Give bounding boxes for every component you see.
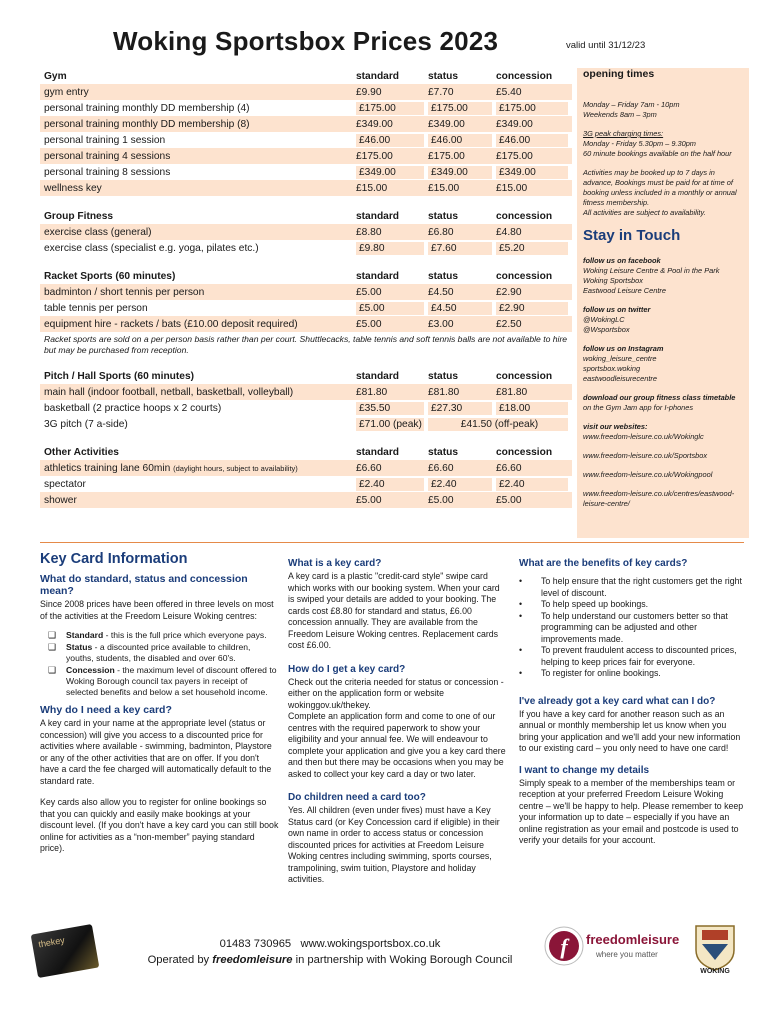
price-concession: £2.50 [496, 318, 522, 330]
col-standard: standard [356, 210, 400, 222]
question-heading: I want to change my details [519, 764, 650, 776]
section-heading: Group Fitness [44, 210, 114, 222]
table-row [40, 476, 572, 492]
price-standard: £8.80 [356, 226, 382, 238]
row-label: personal training monthly DD membership (4) [44, 102, 250, 114]
price-concession: £2.90 [496, 286, 522, 298]
paragraph: Yes. All children (even under fives) must have a Key Status card (or Key Concession card if eligible) in their own name in order to access status or concession discounted prices for activities at Freedom Leisure Woking centres including swimming, sports courses, trampolining, swim tuition, Playstore and holiday activities. [288, 805, 500, 884]
svg-text:f: f [560, 934, 568, 959]
checkbox-icon: ❑ [48, 630, 57, 640]
woking-council-crest: WOKING [690, 920, 740, 978]
row-label: personal training monthly DD membership (8) [44, 118, 250, 130]
price-standard: £6.60 [356, 462, 382, 474]
benefits-list [519, 576, 744, 680]
question-heading: Why do I need a key card? [40, 704, 172, 716]
valid-until: valid until 31/12/23 [566, 40, 646, 51]
price-concession: £2.40 [492, 478, 568, 491]
col-concession: concession [496, 370, 553, 382]
price-status: £349.00 [424, 166, 492, 179]
price-concession: £15.00 [496, 182, 528, 194]
pitch-header [40, 368, 572, 384]
price-offpeak: £41.50 (off-peak) [428, 418, 568, 431]
list-item: • To register for online bookings. [519, 668, 661, 678]
app-block: download our group fitness class timetable on the Gym Jam app for I-phones [583, 393, 736, 412]
checkbox-icon: ❑ [48, 642, 57, 652]
paragraph: Check out the criteria needed for status or concession - either on the application form or website wokinggov.uk/thekey. [288, 676, 504, 710]
price-peak: £71.00 (peak) [356, 418, 424, 431]
price-concession: £349.00 [496, 118, 533, 130]
freedom-f-icon [544, 926, 584, 966]
paragraph: Since 2008 prices have been offered in three levels on most of the activities at the Freedom Leisure Woking centres: [40, 599, 274, 621]
price-standard: £15.00 [356, 182, 388, 194]
price-status: £27.30 [424, 402, 492, 415]
question-heading: What do standard, status and concession mean? [40, 573, 248, 597]
table-row [40, 400, 572, 416]
list-item: • To help ensure that the right customers get the right level of discount. [519, 576, 742, 598]
price-status: £175.00 [424, 102, 492, 115]
price-status: £2.40 [424, 478, 492, 491]
price-status: £6.60 [428, 462, 454, 474]
price-standard: £9.80 [352, 242, 424, 255]
row-label: exercise class (general) [44, 226, 152, 238]
table-row [40, 180, 572, 196]
col-standard: standard [356, 446, 400, 458]
table-row [40, 492, 572, 508]
gym-header [40, 68, 572, 84]
price-concession: £5.20 [492, 242, 568, 255]
key-card-column-3 [519, 558, 744, 847]
price-status: £46.00 [424, 134, 492, 147]
price-standard: £175.00 [352, 102, 424, 115]
price-standard: £2.40 [352, 478, 424, 491]
twitter-block: follow us on twitter @WokingLC @Wsportsbox [583, 305, 651, 334]
price-status: £7.70 [428, 86, 454, 98]
price-status: £4.50 [424, 302, 492, 315]
racket-note: Racket sports are sold on a per person basis rather than per court. Shuttlecacks, table tennis and soft tennis balls are not available to hire but may be purchased from reception. [44, 334, 568, 355]
price-concession: £175.00 [496, 150, 533, 162]
price-status: £3.00 [428, 318, 454, 330]
website-link[interactable]: www.freedom-leisure.co.uk/Sportsbox [583, 451, 708, 460]
stay-in-touch-title: Stay in Touch [583, 227, 681, 244]
table-row [40, 240, 572, 256]
row-label: personal training 8 sessions [44, 166, 171, 178]
question-heading: Do children need a card too? [288, 792, 426, 803]
list-item: ❑ Standard - this is the full price which everyone pays. [48, 630, 267, 640]
col-concession: concession [496, 446, 553, 458]
price-standard: £9.90 [356, 86, 382, 98]
list-item: ❑ Concession - the maximum level of discount offered to Woking Borough council tax payers in receipt of selected benefits and below a set household income. [48, 665, 277, 697]
price-standard: £5.00 [356, 494, 382, 506]
row-label: table tennis per person [44, 302, 148, 314]
table-row [40, 300, 572, 316]
pitch-rows [40, 384, 572, 416]
other-header [40, 444, 572, 460]
group-header [40, 208, 572, 224]
paragraph: A key card is a plastic "credit-card style" swipe card which works with our booking system. When your card is swiped your details are added to your booking. The cards cost £8.80 for standard and status, £6.00 concession annually. They are available from the Freedom Leisure Woking centres. Replacement cards cost £6.00. [288, 571, 500, 650]
list-item: ❑ Status - a discounted price available to children, youths, students, the disabled and over 60's. [48, 642, 251, 663]
price-standard: £5.00 [356, 286, 382, 298]
col-concession: concession [496, 210, 553, 222]
instagram-block: follow us on Instagram woking_leisure_centre sportsbox.woking eastwoodleisurecentre [583, 344, 664, 383]
col-concession: concession [496, 70, 553, 82]
websites-block: visit our websites: www.freedom-leisure.co.uk/Wokinglc [583, 422, 704, 441]
col-status: status [428, 370, 459, 382]
price-status: £15.00 [428, 182, 460, 194]
col-status: status [428, 270, 459, 282]
section-divider [40, 542, 744, 543]
group-rows [40, 224, 572, 256]
table-row [40, 164, 572, 180]
row-label: spectator [44, 478, 86, 490]
facebook-block: follow us on facebook Woking Leisure Centre & Pool in the Park Woking Sportsbox Eastwood Leisure Centre [583, 256, 720, 295]
price-table [40, 68, 572, 508]
price-concession: £6.60 [496, 462, 522, 474]
level-definitions [48, 630, 280, 698]
price-status: £349.00 [428, 118, 465, 130]
table-row [40, 148, 572, 164]
price-standard: £175.00 [356, 150, 393, 162]
row-label: gym entry [44, 86, 89, 98]
price-status: £81.80 [428, 386, 460, 398]
table-row [40, 116, 572, 132]
col-status: status [428, 210, 459, 222]
section-heading: Pitch / Hall Sports (60 minutes) [44, 370, 195, 382]
question-heading: How do I get a key card? [288, 663, 406, 675]
website-link[interactable]: www.freedom-leisure.co.uk/centres/eastwood-leisure-centre/ [583, 489, 735, 508]
row-label: personal training 4 sessions [44, 150, 171, 162]
price-status: £7.60 [424, 242, 492, 255]
table-row [40, 100, 572, 116]
info-sidebar [577, 68, 749, 538]
phone-number[interactable]: 01483 730965 [219, 938, 292, 950]
booking-note: Activities may be booked up to 7 days in advance, Bookings must be paid for at time of booking unless included in a monthly or annual fitness membership. All activities are subject to availability. [583, 168, 737, 217]
price-standard: £46.00 [352, 134, 424, 147]
question-heading: What is a key card? [288, 558, 382, 569]
col-standard: standard [356, 370, 400, 382]
website-link[interactable]: www.freedom-leisure.co.uk/Wokingpool [583, 470, 713, 479]
racket-rows [40, 284, 572, 332]
row-label: equipment hire - rackets / bats (£10.00 deposit required) [44, 318, 298, 330]
row-label: basketball (2 practice hoops x 2 courts) [44, 402, 222, 414]
gym-rows [40, 84, 572, 196]
logo-tagline: where you matter [596, 950, 658, 959]
price-concession: £349.00 [492, 166, 568, 179]
price-status: £175.00 [428, 150, 465, 162]
page-title: Woking Sportsbox Prices 2023 [113, 26, 499, 56]
website-link[interactable]: www.wokingsportsbox.co.uk [300, 938, 441, 950]
website-link[interactable]: www.freedom-leisure.co.uk/Wokinglc [583, 432, 704, 441]
price-concession: £175.00 [492, 102, 568, 115]
col-standard: standard [356, 70, 400, 82]
footer [125, 936, 535, 968]
table-row [40, 316, 572, 332]
other-rows [40, 476, 572, 508]
section-heading: Racket Sports (60 minutes) [44, 270, 176, 282]
freedom-leisure-logo [544, 924, 680, 970]
table-row [40, 384, 572, 400]
key-card-title: Key Card Information [40, 551, 188, 567]
price-concession: £18.00 [492, 402, 568, 415]
price-standard: £81.80 [356, 386, 388, 398]
price-concession: £5.40 [496, 86, 522, 98]
racket-header [40, 268, 572, 284]
paragraph: Key cards also allow you to register for online bookings so that you can quickly and easily make bookings at your discount level. (If you don't have a key card you can still book online for activities as a “non-member” paying standard price). [40, 797, 279, 853]
list-item: • To help speed up bookings. [519, 599, 649, 609]
price-standard: £5.00 [352, 302, 424, 315]
row-label: shower [44, 494, 77, 506]
price-concession: £46.00 [492, 134, 568, 147]
table-row [40, 416, 572, 432]
row-label: wellness key [44, 182, 102, 194]
key-card-column-1 [40, 551, 280, 855]
price-concession: £2.90 [492, 302, 568, 315]
row-label: exercise class (specialist e.g. yoga, pilates etc.) [44, 242, 259, 254]
paragraph: A key card in your name at the appropriate level (status or concession) will give you access to a discounted price for activities where available - swimming, badminton, Playstore or any of the other activities that are on offer. If you don't have a card the fee charged will automatically default to the standard rate. [40, 718, 272, 786]
col-status: status [428, 446, 459, 458]
checkbox-icon: ❑ [48, 665, 57, 675]
price-standard: £349.00 [352, 166, 424, 179]
key-card-image: thekey [31, 924, 100, 978]
logo-name: freedomleisure [586, 932, 680, 947]
row-label: badminton / short tennis per person [44, 286, 205, 298]
row-label: athletics training lane 60min (daylight hours, subject to availability) [44, 462, 298, 474]
table-row [40, 284, 572, 300]
table-row [40, 84, 572, 100]
operator-line: Operated by freedomleisure in partnership with Woking Borough Council [147, 954, 513, 966]
paragraph: Simply speak to a member of the memberships team or reception at your preferred Freedom Leisure Woking centre – we'll be happy to help. Please remember to keep your information up to date – especially if you have an online registration as your email and postcode is used to verify your details for your account. [519, 777, 744, 845]
question-heading: What are the benefits of key cards? [519, 558, 688, 569]
row-label: 3G pitch (7 a-side) [44, 418, 128, 430]
section-heading: Other Activities [44, 446, 119, 458]
paragraph: Complete an application form and come to one of our centres with the required paperwork to show your eligibility and your annual fee. We will endeavour to complete your application and give you a key card there and then but there may be occasions when you may be asked to collect your key card a day or two later. [288, 711, 506, 779]
opening-hours: Monday – Friday 7am - 10pm Weekends 8am – 3pm [583, 100, 680, 119]
price-concession: £4.80 [496, 226, 522, 238]
price-status: £4.50 [428, 286, 454, 298]
price-concession: £81.80 [496, 386, 528, 398]
table-row [40, 460, 572, 476]
table-row [40, 224, 572, 240]
col-status: status [428, 70, 459, 82]
peak-times: 3G peak charging times: Monday - Friday 5.30pm – 9.30pm 60 minute bookings available on the half hour [583, 129, 732, 158]
list-item: • To help understand our customers better so that programming can be adjusted and other improvements made. [519, 610, 728, 644]
price-status: £6.80 [428, 226, 454, 238]
row-label: main hall (indoor football, netball, basketball, volleyball) [44, 386, 294, 398]
price-standard: £35.50 [352, 402, 424, 415]
col-standard: standard [356, 270, 400, 282]
col-concession: concession [496, 270, 553, 282]
question-heading: I've already got a key card what can I do? [519, 695, 716, 707]
price-standard: £5.00 [356, 318, 382, 330]
price-status: £5.00 [428, 494, 454, 506]
list-item: • To prevent fraudulent access to discounted prices, helping to keep prices fair for everyone. [519, 645, 737, 667]
table-row [40, 132, 572, 148]
price-concession: £5.00 [496, 494, 522, 506]
row-label: personal training 1 session [44, 134, 166, 146]
section-heading: Gym [44, 70, 67, 82]
opening-times-title: opening times [583, 68, 655, 80]
price-standard: £349.00 [356, 118, 393, 130]
paragraph: If you have a key card for another reason such as an annual or monthly membership let us know when you bring your application and we'll add your new information to our existing card – you only need to have one card! [519, 708, 741, 753]
key-card-column-2 [288, 558, 506, 886]
contact-line [125, 936, 535, 952]
